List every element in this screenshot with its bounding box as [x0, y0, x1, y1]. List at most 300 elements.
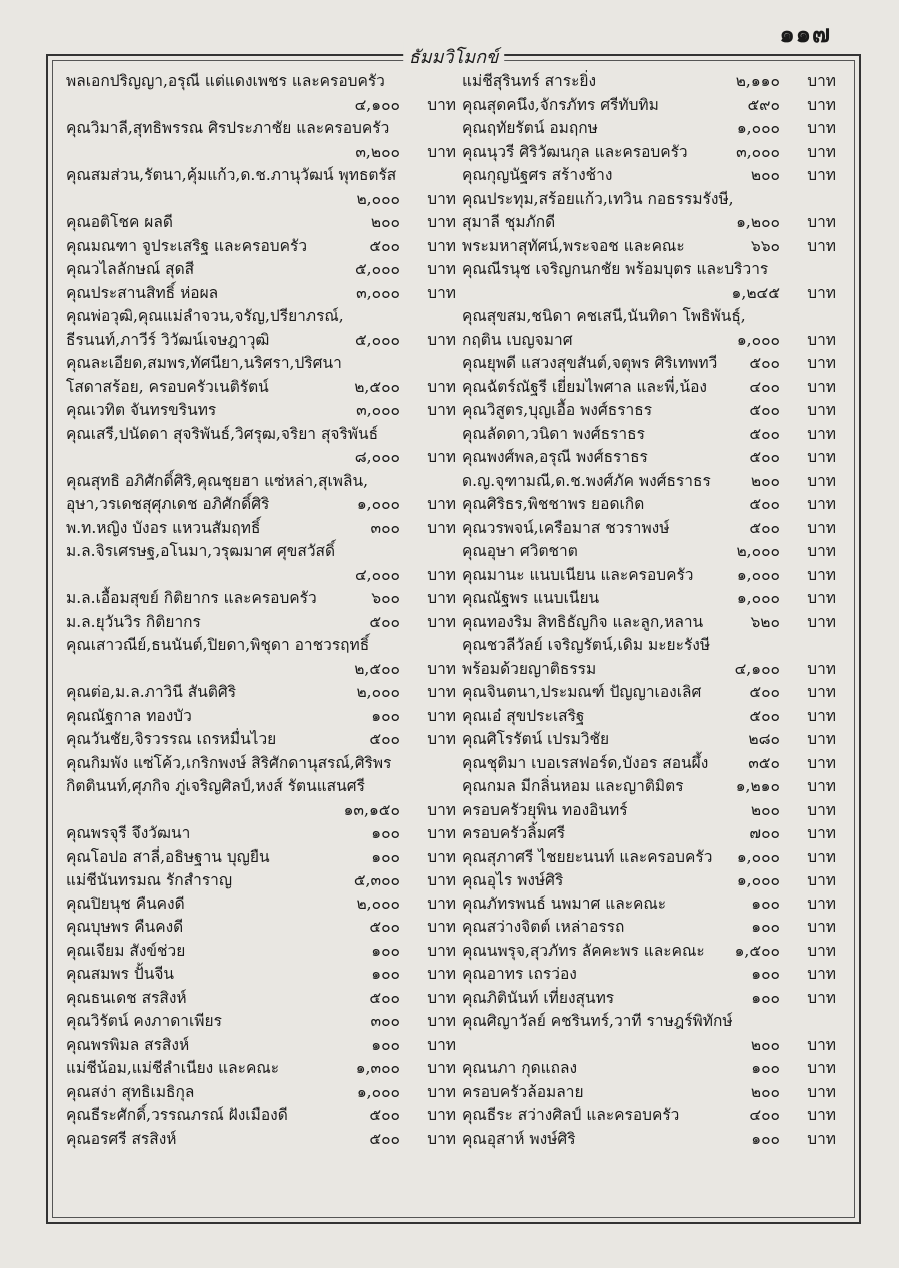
donation-amount: ๕,๐๐๐	[354, 330, 400, 349]
donor-name: คุณสุทธิ อภิศักดิ์ศิริ,คุณชุยฮา แซ่หล่า,สุเพลิน,	[66, 471, 369, 490]
currency-unit: บาท	[427, 401, 456, 419]
donor-name: คุณอรศรี สรสิงห์	[66, 1129, 177, 1148]
donor-row	[66, 235, 460, 259]
donation-amount: ๑๐๐	[751, 965, 780, 983]
donor-row	[462, 728, 840, 752]
donor-name: ครอบครัวยุพิน ทองอินทร์	[462, 800, 628, 819]
donation-amount: ๓,๐๐๐	[736, 142, 780, 161]
donor-name: คุณกิมพัง แซ่โค้ว,เกริกพงษ์ สิริศักดานุสรณ์,ศิริพร	[66, 753, 392, 772]
donor-row	[66, 329, 460, 353]
donation-amount: ๒๐๐	[750, 1035, 780, 1054]
currency-unit: บาท	[807, 706, 836, 725]
donor-row	[462, 1104, 840, 1128]
currency-unit: บาท	[427, 941, 456, 960]
currency-unit: บาท	[807, 918, 836, 936]
currency-unit: บาท	[807, 800, 836, 819]
donor-row	[462, 423, 840, 447]
donation-amount: ๑,๐๐๐	[736, 589, 780, 607]
donation-amount: ๕๐๐	[369, 918, 400, 936]
donor-name: พระมหาสุทัศน์,พระจอช และคณะ	[462, 236, 685, 255]
donor-name: คุณภัทรพนธ์ นพมาศ และคณะ	[462, 894, 667, 913]
donor-name: คุณนุวรี ศิริวัฒนกุล และครอบครัว	[462, 142, 688, 161]
currency-unit: บาท	[427, 1059, 456, 1077]
donor-name: คุณเสาวณีย์,ธนนันต์,ปิยดา,พิชุดา อาชวรฤทธิ์	[66, 636, 370, 654]
donor-name: คุณเสรี,ปนัดดา สุจริพันธ์,วิศรุฒ,จริยา สุจริพันธ์	[66, 424, 379, 443]
donation-amount: ๑๐๐	[371, 1035, 400, 1054]
currency-unit: บาท	[807, 283, 836, 302]
donor-name: อุษา,วรเดชสุศุภเดช อภิศักดิ์ศิริ	[66, 495, 270, 513]
donation-amount: ๓๐๐	[370, 518, 400, 537]
donor-name: คุณมณฑา จูประเสริฐ และครอบครัว	[66, 236, 308, 255]
currency-unit: บาท	[427, 189, 456, 208]
donor-name: กฤติน เบญจมาศ	[462, 330, 573, 349]
donor-name: คุณจินตนา,ประมณฑ์ ปัญญาเองเลิศ	[462, 683, 702, 701]
page-number: ๑๑๗	[779, 19, 831, 48]
donor-row	[66, 446, 460, 470]
donation-amount: ๑,๐๐๐	[736, 565, 780, 584]
currency-unit: บาท	[807, 1035, 836, 1054]
header-title: ธัมมวิโมกข์	[403, 42, 505, 71]
currency-unit: บาท	[807, 659, 836, 678]
currency-unit: บาท	[427, 894, 456, 913]
donor-row	[66, 211, 460, 235]
donor-name: ม.ล.จิรเศรษฐ,อโนมา,วรุฒมาศ ศุขสวัสดิ์	[66, 542, 336, 560]
currency-unit: บาท	[807, 142, 836, 161]
donation-amount: ๑๐๐	[751, 988, 780, 1007]
donor-name: คุณฉัตร์ณัฐรี เยี่ยมไพศาล และพี่,น้อง	[462, 377, 707, 396]
donation-amount: ๑,๐๐๐	[736, 847, 780, 866]
donation-amount: ๕,๓๐๐	[353, 871, 400, 889]
donor-row	[66, 493, 460, 517]
currency-unit: บาท	[807, 119, 836, 137]
donation-amount: ๕๐๐	[749, 401, 780, 419]
donor-name: พร้อมด้วยญาติธรรม	[462, 659, 597, 678]
donor-name: ครอบครัวลิ้มศรี	[462, 824, 566, 842]
donor-row	[462, 681, 840, 705]
donor-row	[462, 1081, 840, 1105]
donor-name: คุณอาทร เถรว่อง	[462, 965, 577, 983]
currency-unit: บาท	[807, 495, 836, 513]
donation-amount: ๕๐๐	[369, 1129, 400, 1148]
donation-amount: ๓,๐๐๐	[356, 283, 400, 302]
donor-name: คุณณีรนุช เจริญกนกชัย พร้อมบุตร และบริวาร	[462, 260, 769, 278]
donation-amount: ๑๓,๑๕๐	[343, 800, 400, 819]
donor-row	[462, 493, 840, 517]
donor-name: คุณปิยนุช คืนคงดี	[66, 894, 185, 913]
donor-row	[66, 681, 460, 705]
currency-unit: บาท	[427, 565, 456, 584]
donor-row	[462, 117, 840, 141]
donor-row	[66, 916, 460, 940]
donor-name: คุณอติโชค ผลดี	[66, 213, 173, 231]
donation-amount: ๒,๐๐๐	[356, 894, 400, 913]
donor-row	[462, 916, 840, 940]
donor-row	[462, 352, 840, 376]
donor-name: คุณณัฐกาล ทองบัว	[66, 706, 192, 725]
donor-row	[66, 258, 460, 282]
donation-amount: ๕๐๐	[749, 495, 780, 513]
donor-name: คุณณัฐพร แนบเนียน	[462, 589, 600, 607]
donor-row	[462, 258, 840, 282]
currency-unit: บาท	[427, 1082, 456, 1101]
donor-name: คุณประสานสิทธิ์ ห่อผล	[66, 283, 219, 302]
donation-amount: ๑,๐๐๐	[736, 119, 780, 137]
donor-name: คุณต่อ,ม.ล.ภาวินี สันติศิริ	[66, 683, 237, 701]
currency-unit: บาท	[807, 95, 836, 114]
donor-row	[66, 658, 460, 682]
donation-amount: ๑,๒๐๐	[736, 213, 780, 231]
donor-row	[462, 188, 840, 212]
donor-row	[462, 141, 840, 165]
donation-amount: ๕๐๐	[749, 518, 780, 537]
donor-row	[66, 423, 460, 447]
currency-unit: บาท	[427, 847, 456, 866]
donor-row	[462, 211, 840, 235]
currency-unit: บาท	[427, 683, 456, 701]
donor-row	[66, 164, 460, 188]
donor-name: แม่ชีนันทรมณ รักสำราญ	[66, 871, 233, 889]
donation-amount: ๑,๕๐๐	[734, 941, 780, 960]
donor-row	[66, 940, 460, 964]
donor-name: พ.ท.หญิง บังอร แหวนสัมฤทธิ์	[66, 518, 261, 537]
donation-amount: ๑,๐๐๐	[356, 495, 400, 513]
donor-row	[462, 1010, 840, 1034]
donation-amount: ๕๐๐	[749, 706, 780, 725]
currency-unit: บาท	[427, 448, 456, 466]
donor-row	[66, 893, 460, 917]
donation-amount: ๔,๑๐๐	[734, 659, 780, 678]
donor-name: คุณอุษา ศวิตชาต	[462, 542, 578, 560]
currency-unit: บาท	[807, 894, 836, 913]
donation-amount: ๑๐๐	[371, 824, 400, 842]
donor-row	[66, 517, 460, 541]
donation-amount: ๑,๐๐๐	[356, 1082, 400, 1101]
donor-name: ม.ล.เอื้อมสุขย์ กิติยากร และครอบครัว	[66, 589, 317, 607]
currency-unit: บาท	[427, 142, 456, 161]
donor-name: คุณบุษพร คืนคงดี	[66, 918, 184, 936]
donor-name: คุณวิมาลี,สุทธิพรรณ ศิรประภาชัย และครอบครัว	[66, 119, 390, 137]
donation-amount: ๒๘๐	[748, 730, 780, 748]
currency-unit: บาท	[807, 213, 836, 231]
currency-unit: บาท	[427, 1129, 456, 1148]
donor-name: แม่ชีน้อม,แม่ชีลำเนียง และคณะ	[66, 1059, 280, 1077]
donor-name: ธีรนนท์,ภาวีร์ วิวัฒน์เจษฎาวุฒิ	[66, 330, 270, 349]
currency-unit: บาท	[807, 683, 836, 701]
donation-amount: ๔,๐๐๐	[354, 565, 400, 584]
currency-unit: บาท	[427, 95, 456, 114]
currency-unit: บาท	[807, 354, 836, 372]
donor-name: คุณกุญนัฐศร สร้างช้าง	[462, 166, 613, 184]
donation-amount: ๒๐๐	[750, 471, 780, 490]
donation-amount: ๕,๐๐๐	[354, 260, 400, 278]
donor-name: คุณวันชัย,จิรวรรณ เถรหมื่นไวย	[66, 730, 277, 748]
donor-name: คุณอุสาห์ พงษ์ศิริ	[462, 1129, 576, 1148]
donor-row	[462, 540, 840, 564]
donation-amount: ๑๐๐	[751, 918, 780, 936]
donor-name: คุณพรพิมล สรสิงห์	[66, 1035, 190, 1054]
donor-name: คุณอุไร พงษ์ศิริ	[462, 871, 564, 889]
donation-amount: ๕๐๐	[369, 612, 400, 631]
donor-row	[66, 399, 460, 423]
donor-name: คุณวไลลักษณ์ สุดสี	[66, 260, 195, 278]
donor-name: คุณศิโรรัตน์ เปรมวิชัย	[462, 730, 610, 748]
donation-amount: ๑,๒๑๐	[735, 777, 780, 795]
donor-row	[462, 752, 840, 776]
donation-amount: ๒,๐๐๐	[736, 542, 780, 560]
donation-amount: ๑๐๐	[751, 1059, 780, 1077]
donation-amount: ๓๐๐	[370, 1012, 400, 1030]
donation-amount: ๑๐๐	[751, 1129, 780, 1148]
currency-unit: บาท	[807, 847, 836, 866]
donor-row	[462, 164, 840, 188]
donation-amount: ๑๐๐	[371, 965, 400, 983]
currency-unit: บาท	[427, 213, 456, 231]
donation-amount: ๑,๓๐๐	[355, 1059, 400, 1077]
donor-row	[462, 611, 840, 635]
donor-name: คุณเจียม สังข์ช่วย	[66, 941, 186, 960]
donor-name: คุณภิตินันท์ เที่ยงสุนทร	[462, 988, 615, 1007]
currency-unit: บาท	[807, 1059, 836, 1077]
donor-name: ด.ญ.จุฑามณี,ด.ช.พงศ์ภัค พงศ์ธราธร	[462, 471, 711, 490]
donation-amount: ๓,๐๐๐	[356, 401, 400, 419]
currency-unit: บาท	[807, 1082, 836, 1101]
donation-amount: ๖๒๐	[750, 612, 780, 631]
donor-row	[66, 869, 460, 893]
donor-row	[66, 705, 460, 729]
donor-row	[462, 376, 840, 400]
donor-name: กิตตินนท์,ศุภกิจ ภู่เจริญศิลป์,หงส์ รัตนแสนศรี	[66, 777, 365, 795]
currency-unit: บาท	[807, 424, 836, 443]
donation-amount: ๔๐๐	[749, 1106, 780, 1124]
donor-row	[462, 70, 840, 94]
donation-amount: ๒๐๐	[750, 1082, 780, 1101]
donor-row	[66, 282, 460, 306]
donor-name: คุณเวทิต จันทรขรินทร	[66, 401, 217, 419]
donor-row	[462, 305, 840, 329]
donor-row	[462, 987, 840, 1011]
donor-row	[66, 987, 460, 1011]
donor-row	[66, 799, 460, 823]
donation-amount: ๒,๕๐๐	[354, 659, 400, 678]
currency-unit: บาท	[807, 471, 836, 490]
donor-name: คุณวิสูตร,บุญเอื้อ พงศ์ธราธร	[462, 401, 653, 419]
currency-unit: บาท	[807, 589, 836, 607]
currency-unit: บาท	[807, 965, 836, 983]
donor-name: ครอบครัวล้อมลาย	[462, 1082, 584, 1101]
currency-unit: บาท	[427, 1012, 456, 1030]
currency-unit: บาท	[807, 377, 836, 396]
donation-amount: ๓,๒๐๐	[355, 142, 400, 161]
donation-amount: ๕๐๐	[369, 730, 400, 748]
donor-row	[66, 70, 460, 94]
donation-amount: ๑,๐๐๐	[736, 330, 780, 349]
currency-unit: บาท	[427, 589, 456, 607]
currency-unit: บาท	[427, 824, 456, 842]
currency-unit: บาท	[427, 706, 456, 725]
donor-name: คุณธีระศักดิ์,วรรณภรณ์ ฝังเมืองดี	[66, 1106, 288, 1124]
donor-name: คุณประทุม,สร้อยแก้ว,เทวิน กอธรรมรังษี,	[462, 189, 734, 208]
currency-unit: บาท	[427, 236, 456, 255]
currency-unit: บาท	[427, 1106, 456, 1124]
donation-amount: ๑๐๐	[371, 847, 400, 866]
donor-name: โสดาสร้อย, ครอบครัวเนติรัตน์	[66, 377, 269, 396]
donor-row	[462, 940, 840, 964]
donation-amount: ๒,๑๑๐	[735, 72, 780, 90]
currency-unit: บาท	[807, 777, 836, 795]
donor-row	[66, 822, 460, 846]
donor-row	[66, 963, 460, 987]
donation-amount: ๕๙๐	[747, 95, 780, 114]
donor-row	[66, 1104, 460, 1128]
donation-amount: ๒,๕๐๐	[354, 377, 400, 396]
donor-row	[66, 1081, 460, 1105]
donor-row	[66, 564, 460, 588]
donation-amount: ๑,๐๐๐	[736, 871, 780, 889]
donation-amount: ๕๐๐	[749, 424, 780, 443]
donor-name: พลเอกปริญญา,อรุณี แต่แดงเพชร และครอบครัว	[66, 72, 385, 90]
donor-name: คุณสุขสม,ชนิดา คชเสนี,นันทิดา โพธิพันธุ์,	[462, 307, 746, 325]
donation-amount: ๖๖๐	[750, 236, 780, 255]
left-column	[66, 70, 460, 1151]
donor-row	[66, 587, 460, 611]
currency-unit: บาท	[807, 236, 836, 255]
currency-unit: บาท	[807, 1106, 836, 1124]
donor-row	[66, 846, 460, 870]
currency-unit: บาท	[807, 401, 836, 419]
donor-row	[66, 540, 460, 564]
donor-row	[66, 634, 460, 658]
donation-amount: ๖๐๐	[371, 589, 400, 607]
donor-name: คุณทองริม สิทธิธัญกิจ และลูก,หลาน	[462, 612, 704, 631]
donor-name: คุณวรพจน์,เครือมาส ชวราพงษ์	[462, 518, 670, 537]
donor-name: คุณยุพดี แสวงสุขสันต์,จตุพร ศิริเทพทวี	[462, 354, 718, 372]
donor-name: คุณเอ๋ สุขประเสริฐ	[462, 706, 585, 725]
donor-name: คุณศิญาวัลย์ คชรินทร์,วาที ราษฎร์พิทักษ์	[462, 1012, 733, 1030]
donor-name: คุณสมส่วน,รัตนา,คุ้มแก้ว,ด.ช.ภานุวัฒน์ พุทธตรัส	[66, 166, 397, 184]
currency-unit: บาท	[807, 988, 836, 1007]
donor-row	[462, 775, 840, 799]
donor-row	[66, 352, 460, 376]
donor-row	[66, 470, 460, 494]
donor-row	[462, 869, 840, 893]
donor-name: คุณธนเดช สรสิงห์	[66, 988, 187, 1007]
donor-row	[462, 822, 840, 846]
currency-unit: บาท	[807, 330, 836, 349]
donor-row	[462, 329, 840, 353]
currency-unit: บาท	[807, 871, 836, 889]
donor-name: คุณลัดดา,วนิดา พงศ์ธราธร	[462, 424, 645, 443]
donation-amount: ๕๐๐	[369, 236, 400, 255]
donor-list-frame	[46, 47, 861, 1224]
currency-unit: บาท	[427, 495, 456, 513]
donor-row	[66, 775, 460, 799]
currency-unit: บาท	[807, 565, 836, 584]
currency-unit: บาท	[807, 824, 836, 842]
donation-amount: ๓๕๐	[748, 753, 780, 772]
currency-unit: บาท	[427, 330, 456, 349]
donor-name: คุณธีระ สว่างศิลป์ และครอบครัว	[462, 1106, 680, 1124]
donor-row	[462, 564, 840, 588]
donation-amount: ๕๐๐	[749, 683, 780, 701]
donor-row	[66, 117, 460, 141]
currency-unit: บาท	[807, 448, 836, 466]
donor-row	[66, 305, 460, 329]
donation-amount: ๔,๑๐๐	[354, 95, 400, 114]
currency-unit: บาท	[427, 871, 456, 889]
donor-name: คุณสว่างจิตต์ เหล่าอรรถ	[462, 918, 625, 936]
currency-unit: บาท	[427, 659, 456, 678]
donor-row	[462, 799, 840, 823]
donor-name: สุมาลี ชุมภักดี	[462, 213, 556, 231]
currency-unit: บาท	[807, 612, 836, 631]
donor-row	[462, 399, 840, 423]
currency-unit: บาท	[427, 918, 456, 936]
currency-unit: บาท	[427, 377, 456, 396]
donor-row	[66, 611, 460, 635]
donor-name: คุณโอปอ สาลี่,อธิษฐาน บุญยืน	[66, 847, 270, 866]
donor-name: คุณสุภาศรี ไชยยะนนท์ และครอบครัว	[462, 847, 713, 866]
donor-row	[66, 188, 460, 212]
donor-name: คุณพรจุรี จึงวัฒนา	[66, 824, 191, 842]
donor-name: คุณนภา กุดแถลง	[462, 1059, 578, 1077]
donor-name: คุณมานะ แนบเนียน และครอบครัว	[462, 565, 694, 584]
donor-row	[462, 893, 840, 917]
donation-amount: ๕๐๐	[749, 448, 780, 466]
donor-row	[462, 235, 840, 259]
donor-row	[462, 1128, 840, 1152]
currency-unit: บาท	[427, 1035, 456, 1054]
donor-name: คุณกมล มีกลิ่นหอม และญาติมิตร	[462, 777, 684, 795]
donor-row	[462, 517, 840, 541]
donor-name: ม.ล.ยุวันวิร กิติยากร	[66, 612, 201, 631]
currency-unit: บาท	[807, 542, 836, 560]
donor-name: คุณพ่อวุฒิ,คุณแม่ลำจวน,จรัญ,ปรียาภรณ์,	[66, 307, 344, 325]
donation-amount: ๒,๐๐๐	[356, 189, 400, 208]
donation-amount: ๘,๐๐๐	[354, 448, 400, 466]
currency-unit: บาท	[807, 753, 836, 772]
donor-row	[462, 658, 840, 682]
donor-row	[66, 752, 460, 776]
currency-unit: บาท	[427, 260, 456, 278]
donor-name: คุณชุติมา เบอเรสฟอร์ด,บังอร สอนผึ้ง	[462, 753, 709, 772]
donor-row	[462, 963, 840, 987]
donor-row	[66, 376, 460, 400]
donor-name: คุณศิริธร,พิชชาพร ยอดเกิด	[462, 495, 645, 513]
currency-unit: บาท	[807, 730, 836, 748]
donor-row	[462, 446, 840, 470]
currency-unit: บาท	[807, 72, 836, 90]
currency-unit: บาท	[427, 800, 456, 819]
donor-name: คุณชวลีวัลย์ เจริญรัตน์,เดิม มะยะรังษี	[462, 636, 711, 654]
currency-unit: บาท	[807, 941, 836, 960]
donation-amount: ๒๐๐	[370, 213, 400, 231]
currency-unit: บาท	[427, 988, 456, 1007]
currency-unit: บาท	[427, 612, 456, 631]
donor-row	[462, 634, 840, 658]
donor-row	[66, 728, 460, 752]
currency-unit: บาท	[427, 965, 456, 983]
currency-unit: บาท	[427, 730, 456, 748]
currency-unit: บาท	[427, 283, 456, 302]
donor-row	[462, 94, 840, 118]
donation-amount: ๑๐๐	[751, 894, 780, 913]
donor-row	[66, 1010, 460, 1034]
donor-name: คุณละเอียด,สมพร,ทัศนียา,นริศรา,ปริศนา	[66, 354, 342, 372]
donor-name: คุณสมพร ปั้นจีน	[66, 965, 175, 983]
right-column	[462, 70, 840, 1151]
donor-name: คุณพงศ์พล,อรุณี พงศ์ธราธร	[462, 448, 648, 466]
donor-name: แม่ชีสุรินทร์ สาระยิ่ง	[462, 72, 597, 90]
